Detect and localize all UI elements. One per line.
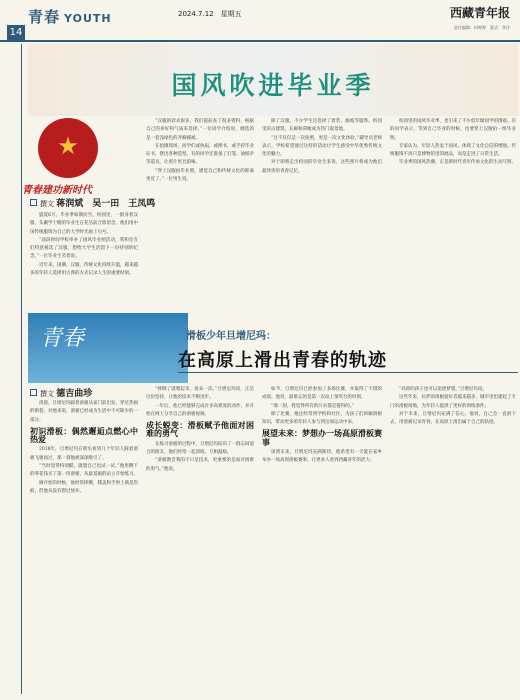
byline-marker-icon <box>30 389 37 396</box>
calligraphy-mark: 青春 <box>40 326 85 351</box>
story-headline: 在高原上滑出青春的轨迹 <box>178 350 387 371</box>
newspaper-name: 西藏青年报 <box>449 6 510 20</box>
story-column-3: 如今，旦增尼玛已经参加了多场比赛，并取得了不错的成绩。他说，最难忘的是第一次站上领奖台的时刻。 “那一刻，我觉得所有的汗水都是值得的。” 除了比赛，他还经常到学校和社区，为孩子们讲解滑板知识，带动更多的年轻人参与到这项运动中来。 展望未来：梦想办一场高原滑板赛事 谈到未来，旦增尼玛充满期待。他希望有一天能在家乡举办一场高原滑板赛事，让更多人看到西藏青年的活力。 <box>262 387 382 464</box>
story-byline: 撰文 德吉曲珍 <box>30 386 92 399</box>
byline-marker-icon <box>30 199 37 206</box>
story-subheading-1: 初识滑板：偶然邂逅点燃心中热爱 <box>30 426 138 445</box>
feature-column-4: 校园里的国风毕业季，也引来了不少低年级同学的围观。有的同学表示，等到自己毕业的时候，也要穿上汉服拍一组毕业照。 专家认为，年轻人热衷于国风，体现了文化自信的增强。传统服饰不再只是博物馆里的展品，而是走进了日常生活。 毕业季的国风热潮，正是新时代青年传承文化的生动写照。 <box>390 119 516 166</box>
sky-photo <box>28 313 188 383</box>
feature-column-1: 盛夏6月，毕业季如期而至。校园里，一群身着汉服、头戴学士帽的毕业生在花丛前合影留念，他们用中国传统服饰为自己的大学时光画上句号。 “前段时间学校举办了国风毕业照活动，我和室友们特意挑选了汉服，想给大学生活留下一份特别的纪念。”一位毕业生笑着说。 近年来，国潮、汉服、传统文化持续升温，越来越多的年轻人选择用古典的方式记录人生的重要时刻。 <box>30 213 138 277</box>
feature-column-3: 除了汉服，不少学生还选择了唐装、旗袍等服饰。校园里的古建筑、长廊和荷塘成为热门取景地。 “这不仅仅是一次拍照，更是一次文化体验。”辅导员老师表示，学校希望通过这样的活动让学生感受中华优秀传统文化的魅力。 对于即将走出校园的毕业生来说，这些照片将成为他们最珍贵的青春记忆。 <box>262 119 382 174</box>
headline-rule <box>178 372 518 373</box>
section-title: 青春 YOUTH <box>28 8 112 26</box>
margin-rule <box>21 44 22 694</box>
feature-byline: 撰文 蒋润斌 吴一田 王凤鸣 <box>30 196 155 209</box>
issue-date: 2024.7.12 星期五 <box>178 10 242 18</box>
story-kicker: 滑板少年旦增尼玛： <box>186 331 276 342</box>
youth-league-emblem-icon <box>38 118 98 178</box>
story-subheading-3: 展望未来：梦想办一场高原滑板赛事 <box>262 429 382 447</box>
staff-credits: 责任编辑：何婷婷 版式：李洋 <box>454 25 510 30</box>
story-subheading-2: 成长蜕变：滑板赋予他面对困难的勇气 <box>146 421 254 439</box>
page-number: 14 <box>7 25 25 41</box>
feature-banner <box>28 44 518 116</box>
story-column-2: “摔倒了就爬起来，再来一次。”旦增尼玛说，正是这份坚持，让他的技术不断进步。 一年后，他已经能够完成许多高难度的动作，并开始在网上分享自己的滑板视频。 成长蜕变：滑板赋予他面对困难的勇气 在练习滑板的过程中，旦增尼玛结识了一群志同道合的朋友。他们经常一起训练，互相鼓励。 “滑板教会我的不只是技术，更重要的是面对困难的勇气。”他说。 <box>146 387 254 472</box>
star-icon: ★ <box>57 132 79 160</box>
feature-column-2: “汉服的款式很多，我们提前查了很多资料，根据自己的喜好和气质来选择。”一位同学介绍说，她选的是一套浅绿色的齐胸襦裙。 在拍摄现场，同学们或执扇，或捧书，或手持毕业证书，摆出各种造型。有的同学还准备了灯笼、油纸伞等道具，让照片更具韵味。 “穿上汉服拍毕业照，感觉自己和传统文化的距离更近了。”一位男生说。 <box>146 119 254 183</box>
page-header <box>0 0 520 42</box>
story-column-1: 清晨，旦增尼玛踩着滑板从家门前出发，穿过热闹的街巷。对他来说，滑板已经成为生活中不可缺少的一部分。 初识滑板：偶然邂逅点燃心中热爱 2018年，旦增尼玛在街头看到几个年轻人踩着滑板飞驰而过，那一刻他被深深吸引了。 “当时觉得特别酷，就想自己也试一试。”他用攒下的零花钱买了第一块滑板，从最基础的站立开始练习。 刚开始的时候，他经常摔倒，膝盖和手肘上满是伤痕，但他从没有想过放弃。 <box>30 401 138 494</box>
story-column-4: “高原的孩子也可以追逐梦想。”旦增尼玛说。 这些年来，拉萨的滑板爱好者越来越多，城市里也建起了专门的滑板场地，为年轻人提供了更好的训练条件。 对于未来，旦增尼玛充满了信心。他说，自己会一直滑下去，用滑板记录青春，在高原上滑出属于自己的轨迹。 <box>390 387 516 426</box>
feature-title: 国风吹进毕业季 <box>171 71 375 100</box>
emblem-caption: 青春建功新时代 <box>22 185 92 196</box>
